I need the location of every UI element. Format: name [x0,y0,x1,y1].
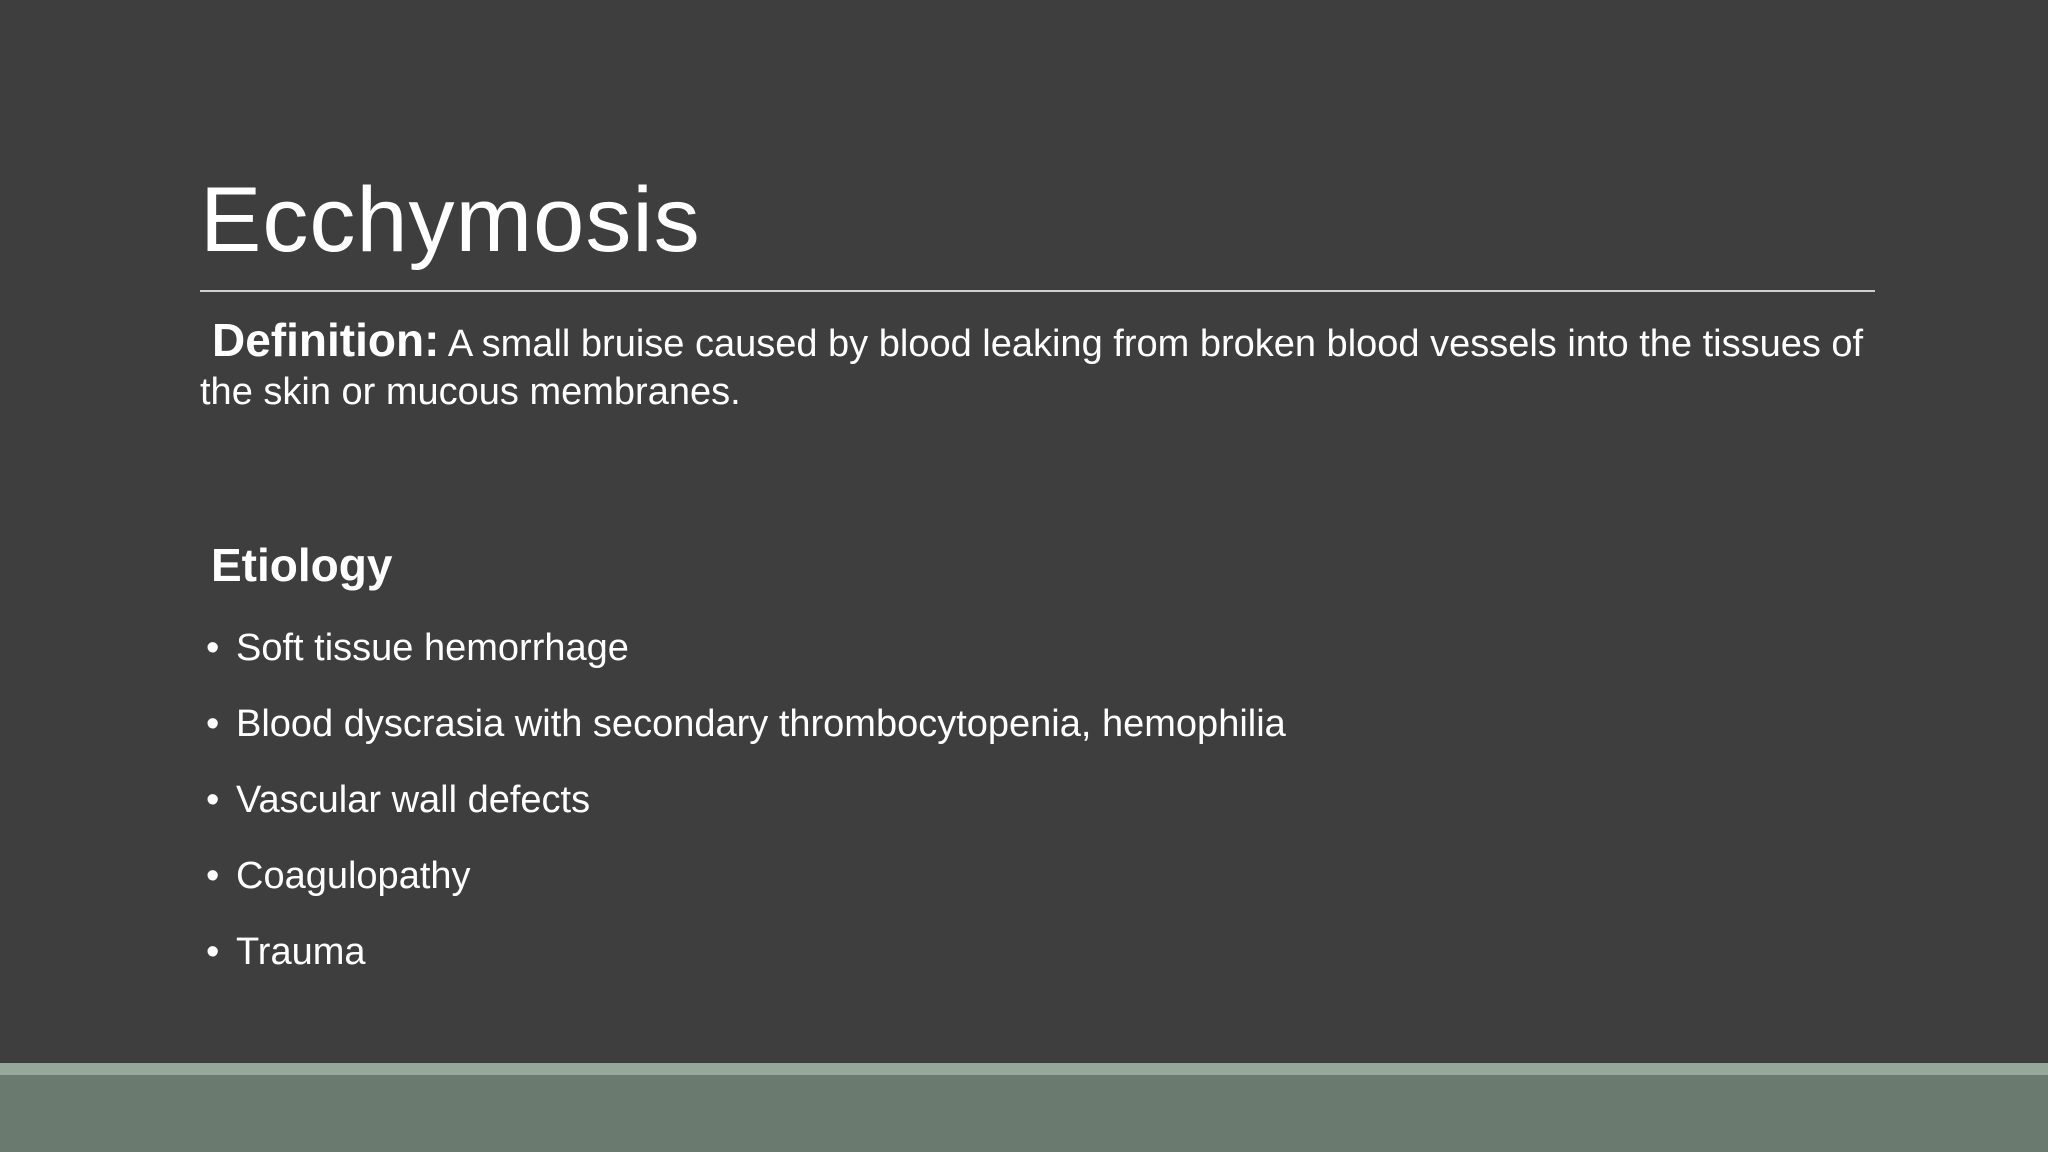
slide-title: Ecchymosis [200,169,701,271]
bullet-icon: • [206,855,220,897]
list-item-text: Vascular wall defects [236,779,591,821]
bullet-icon: • [206,779,220,821]
bullet-icon: • [206,703,220,745]
list-item-text: Soft tissue hemorrhage [236,627,629,669]
bullet-icon: • [206,931,220,973]
list-item [206,772,1286,848]
etiology-heading: Etiology [211,539,393,591]
title-divider [200,290,1875,292]
list-item [206,848,1286,924]
footer-accent-stripe [0,1063,2048,1075]
definition-text: A small bruise caused by blood leaking from broken blood vessels into the tissues of the skin or mucous membranes. [200,323,1864,413]
footer-band [0,1075,2048,1152]
bullet-icon: • [206,627,220,669]
list-item-text: Blood dyscrasia with secondary thrombocytopenia, hemophilia [236,703,1286,745]
definition-label: Definition: [212,314,440,366]
list-item-text: Trauma [236,931,366,973]
list-item [206,924,1286,1000]
list-item [206,696,1286,772]
list-item [206,620,1286,696]
etiology-list [206,620,1286,1000]
definition-paragraph [200,316,1890,416]
list-item-text: Coagulopathy [236,855,471,897]
